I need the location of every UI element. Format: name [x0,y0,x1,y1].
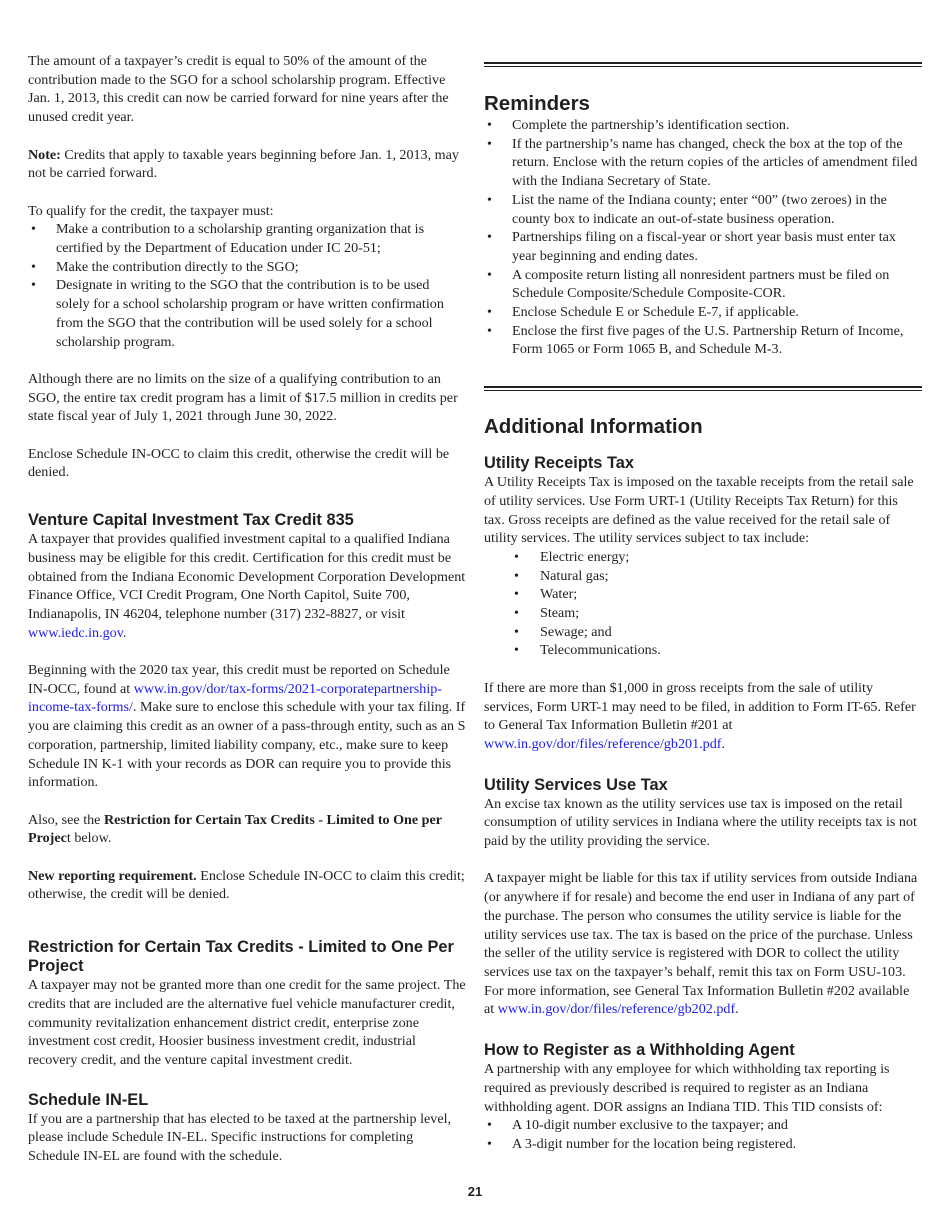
list-item: • Make a contribution to a scholarship granting organization that is certified by the Department of Education under IC 20-51; [28,220,466,257]
reminders-heading: Reminders [484,92,590,115]
list-item: • Designate in writing to the SGO that the contribution is to be used solely for a school scholarship program or have written confirmation from the SGO that the contribution will be used solely for a school scholarship program. [28,276,466,351]
note-label: Note: [28,146,61,163]
list-item: • A 3-digit number for the location being registered. [484,1135,922,1154]
list-item: • Enclose Schedule E or Schedule E-7, if applicable. [484,303,922,322]
list-item: • Make the contribution directly to the SGO; [28,258,466,277]
urt-p2-end: . [721,735,725,752]
restriction-heading: Restriction for Certain Tax Credits - Limited to One Per Project [28,938,454,976]
vci-p2-text: Beginning with the 2020 tax year, this credit must be reported on Schedule IN-OCC, found at [28,662,450,697]
urt-paragraph-2 [484,679,922,754]
left-column [28,52,466,1166]
urt-heading: Utility Receipts Tax [484,454,634,473]
reminders-list [484,116,922,359]
withholding-paragraph: A partnership with any employee for which withholding tax reporting is required as previously described is required to register as an Indiana withholding agent. DOR assigns an Indiana TID. This TID consists of: [484,1061,890,1115]
tid-list [484,1116,922,1153]
list-item: • Complete the partnership’s identification section. [484,116,922,135]
list-item: • Steam; [484,604,922,623]
also-text: Also, see the [28,811,104,828]
right-column [484,62,922,1154]
gb201-link[interactable]: www.in.gov/dor/files/reference/gb201.pdf [484,735,722,752]
withholding-heading: How to Register as a Withholding Agent [484,1041,795,1060]
usut-paragraph-2 [484,869,922,1019]
list-item: • Partnerships filing on a fiscal-year or short year basis must enter tax year beginning and ending dates. [484,228,922,265]
usut-p2-text: A taxpayer might be liable for this tax if utility services from outside Indiana (or anywhere if for resale) and become the end user in Indiana of any part of the purchase. The person who consumes the utility service is liable for the utility services use tax. The tax is based on the price of the purchase. Unless the seller of the utility service is registered with DOR to collect the utility services use tax on the taxpayer’s behalf, remit this tax on Form USU-103. For more information, see General Tax Information Bulletin #202 available at [484,870,918,1018]
list-item: • A 10-digit number exclusive to the taxpayer; and [484,1116,922,1135]
vci-heading: Venture Capital Investment Tax Credit 835 [28,511,354,530]
qualify-intro: To qualify for the credit, the taxpayer must: [28,202,274,219]
gb202-link[interactable]: www.in.gov/dor/files/reference/gb202.pdf [497,1001,736,1018]
enclose-paragraph: Enclose Schedule IN-OCC to claim this credit, otherwise the credit will be denied. [28,445,450,481]
urt-p2-text: If there are more than $1,000 in gross receipts from the sale of utility services, Form URT-1 may need to be filed, in addition to Form IT-65. Refer to General Tax Information Bulletin #201 at [484,679,916,734]
qualify-list [28,220,466,351]
note-text: Credits that apply to taxable years beginning before Jan. 1, 2013, may not be carried forward. [28,146,459,182]
vci-text: A taxpayer that provides qualified investment capital to a qualified Indiana business may be eligible for this credit. Certification for this credit must be obtained from the Indiana Economic Development Corporation Development Finance Office, VCI Credit Program, One North Capitol, Suite 700, Indianapolis, IN 46204, telephone number (317) 232-8827, or visit [28,531,466,622]
urt-paragraph-1: A Utility Receipts Tax is imposed on the taxable receipts from the retail sale of utility services. Use Form URT-1 (Utility Receipts Tax Return) for this tax. Gross receipts are defined as the value received for the retail sale of utility services. The utility services subject to tax include: [484,474,914,547]
new-requirement-paragraph [28,867,466,904]
list-item: • Sewage; and [484,623,922,642]
restriction-paragraph: A taxpayer may not be granted more than one credit for the same project. The credits that are included are the alternative fuel vehicle manufacturer credit, community revitalization enhancement district credit, enterprise zone investment cost credit, Hoosier business investment credit, industrial recovery credit, and the venture capital investment credit. [28,977,466,1068]
list-item: • Natural gas; [484,567,922,586]
list-item: • Enclose the first five pages of the U.S. Partnership Return of Income, Form 1065 or Form 1065 B, and Schedule M-3. [484,322,922,359]
also-see-paragraph [28,811,466,848]
limit-paragraph: Although there are no limits on the size of a qualifying contribution to an SGO, the entire tax credit program has a limit of $17.5 million in credits per state fiscal year of July 1, 2021 through June 30, 2022. [28,370,458,425]
newreq-bold: New reporting requirement. [28,867,197,884]
list-item: • List the name of the Indiana county; enter “00” (two zeroes) in the county box to indicate an out-of-state business operation. [484,191,922,228]
list-item: • Electric energy; [484,548,922,567]
list-item: • If the partnership’s name has changed, check the box at the top of the return. Enclose with the return copies of the articles of amendment filed with the Indiana Secretary of State. [484,135,922,191]
usut-paragraph-1: An excise tax known as the utility services use tax is imposed on the retail consumption of utility services in Indiana where the utility receipts tax is not paid by the utility providing the service. [484,795,917,850]
list-item: • Water; [484,585,922,604]
also-text-end: t below. [66,830,112,847]
note-paragraph [28,146,466,183]
vci-text-end: . [122,624,127,641]
additional-info-heading: Additional Information [484,415,703,439]
vci-p2-text-end: . Make sure to enclose this schedule with your tax filing. If you are claiming this credit as an owner of a pass-through entity, such as an S corporation, partnership, limited liability company, etc., make sure to keep Schedule IN K-1 with your records as DOR can require you to provide this information. [28,699,466,791]
in-el-heading: Schedule IN-EL [28,1090,149,1109]
utility-services-list [484,548,922,660]
page-number: 21 [467,1184,483,1199]
list-item: • A composite return listing all nonresident partners must be filed on Schedule Composite/Schedule Composite-COR. [484,266,922,303]
in-el-paragraph: If you are a partnership that has elected to be taxed at the partnership level, please include Schedule IN-EL. Specific instructions for completing Schedule IN-EL are found with the schedule. [28,1110,452,1165]
usut-heading: Utility Services Use Tax [484,775,668,794]
vci-paragraph-1 [28,530,466,642]
also-bold: Restriction for Certain Tax Credits - Limited to One per Projec [28,811,442,847]
list-item: • Telecommunications. [484,641,922,660]
tax-forms-link[interactable]: www.in.gov/dor/tax-forms/2021-corporatepartnership-income-tax-forms/ [28,680,442,716]
iedc-link[interactable]: www.iedc.in.gov [28,624,123,641]
usut-p2-end: . [735,1001,739,1018]
newreq-text: Enclose Schedule IN-OCC to claim this credit; otherwise, the credit will be denied. [28,867,465,903]
vci-paragraph-2 [28,661,466,792]
sgo-credit-paragraph: The amount of a taxpayer’s credit is equal to 50% of the amount of the contribution made to the SGO for a school scholarship program. Effective Jan. 1, 2013, this credit can now be carried forward for nine years after the unused credit year. [28,53,449,126]
